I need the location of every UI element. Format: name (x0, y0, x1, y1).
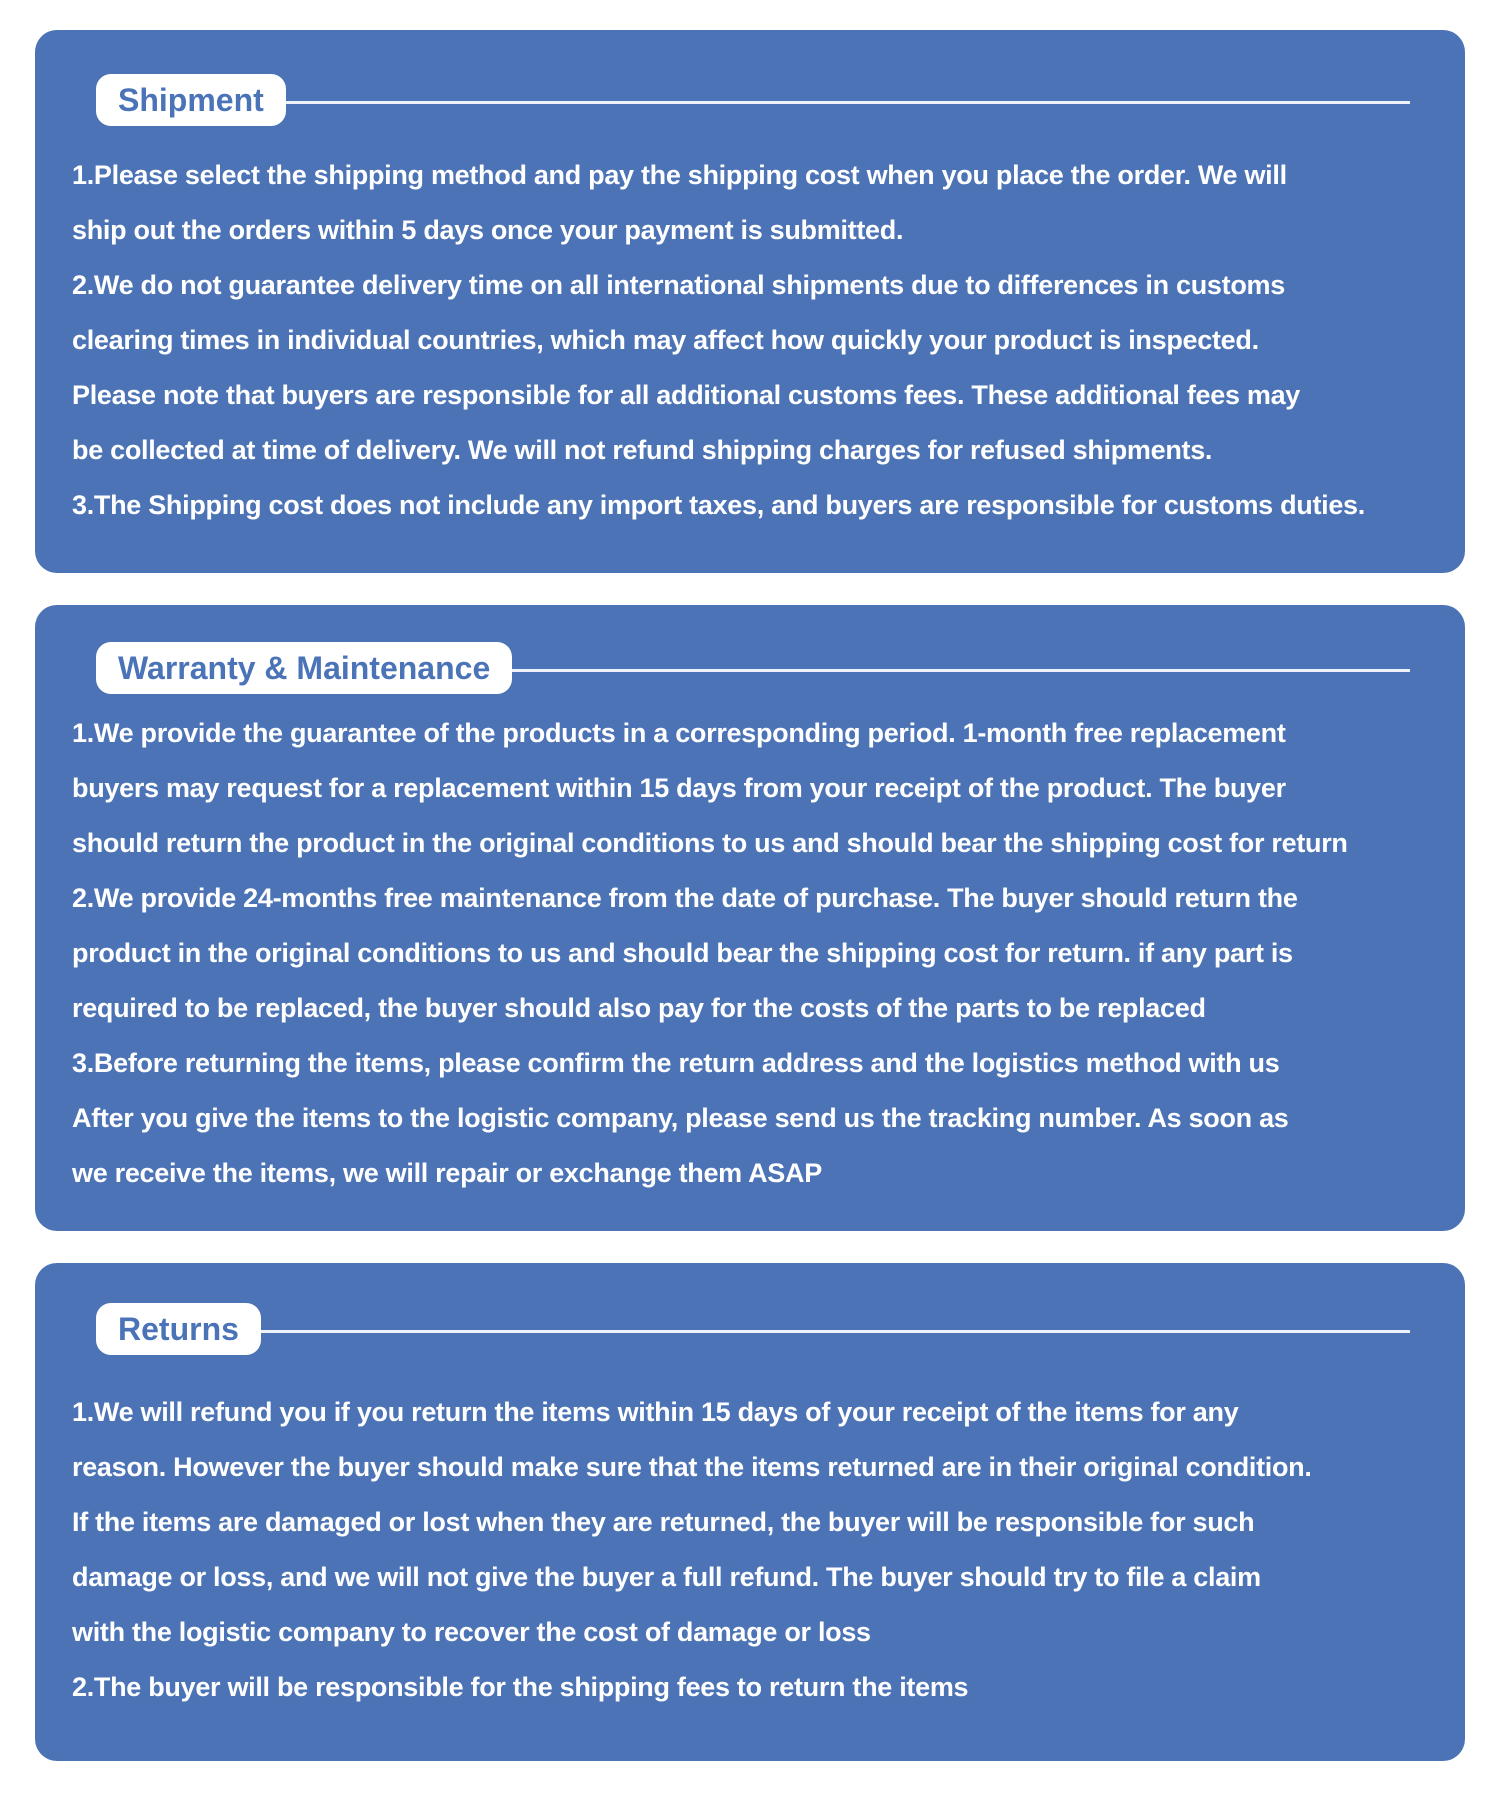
text-line: clearing times in individual countries, which may affect how quickly your product is inspected. (72, 325, 1259, 355)
text-line: 3.Before returning the items, please confirm the return address and the logistics method with us (72, 1048, 1280, 1078)
shipment-title-badge (96, 74, 286, 126)
shipment-panel (35, 30, 1465, 573)
text-line: damage or loss, and we will not give the buyer a full refund. The buyer should try to file a claim (72, 1562, 1261, 1592)
warranty-maintenance-panel (35, 605, 1465, 1231)
returns-header (96, 1303, 1410, 1355)
returns-title-badge (96, 1303, 261, 1355)
text-line: 2.We do not guarantee delivery time on all international shipments due to differences in customs (72, 270, 1285, 300)
text-line: After you give the items to the logistic company, please send us the tracking number. As soon as (72, 1103, 1289, 1133)
text-line: 3.The Shipping cost does not include any import taxes, and buyers are responsible for customs duties. (72, 490, 1365, 520)
returns-header-rule (261, 1330, 1410, 1333)
text-line: 2.The buyer will be responsible for the shipping fees to return the items (72, 1672, 969, 1702)
returns-panel (35, 1263, 1465, 1761)
text-line: Please note that buyers are responsible for all additional customs fees. These additional fees may (72, 380, 1300, 410)
text-line: with the logistic company to recover the cost of damage or loss (72, 1617, 871, 1647)
warranty-body (72, 706, 1410, 1201)
text-line: be collected at time of delivery. We will not refund shipping charges for refused shipments. (72, 435, 1213, 465)
text-line: 1.We provide the guarantee of the products in a corresponding period. 1-month free replacement (72, 718, 1286, 748)
shipment-header (96, 74, 1410, 126)
returns-body (72, 1385, 1410, 1715)
returns-title: Returns (118, 1311, 239, 1347)
shipment-header-rule (286, 101, 1410, 104)
shipment-title: Shipment (118, 82, 264, 118)
text-line: we receive the items, we will repair or exchange them ASAP (72, 1158, 822, 1188)
text-line: reason. However the buyer should make sure that the items returned are in their original condition. (72, 1452, 1312, 1482)
text-line: 2.We provide 24-months free maintenance from the date of purchase. The buyer should return the (72, 883, 1298, 913)
warranty-header-rule (512, 669, 1410, 672)
warranty-title-badge (96, 642, 512, 694)
text-line: product in the original conditions to us and should bear the shipping cost for return. if any part is (72, 938, 1293, 968)
text-line: buyers may request for a replacement within 15 days from your receipt of the product. The buyer (72, 773, 1286, 803)
text-line: 1.We will refund you if you return the items within 15 days of your receipt of the items for any (72, 1397, 1239, 1427)
warranty-title: Warranty & Maintenance (118, 650, 491, 686)
text-line: should return the product in the original conditions to us and should bear the shipping cost for return (72, 828, 1348, 858)
shipment-body (72, 148, 1410, 533)
warranty-header (96, 642, 1410, 694)
text-line: If the items are damaged or lost when they are returned, the buyer will be responsible for such (72, 1507, 1255, 1537)
text-line: required to be replaced, the buyer should also pay for the costs of the parts to be replaced (72, 993, 1206, 1023)
text-line: 1.Please select the shipping method and pay the shipping cost when you place the order. We will (72, 160, 1287, 190)
text-line: ship out the orders within 5 days once your payment is submitted. (72, 215, 904, 245)
